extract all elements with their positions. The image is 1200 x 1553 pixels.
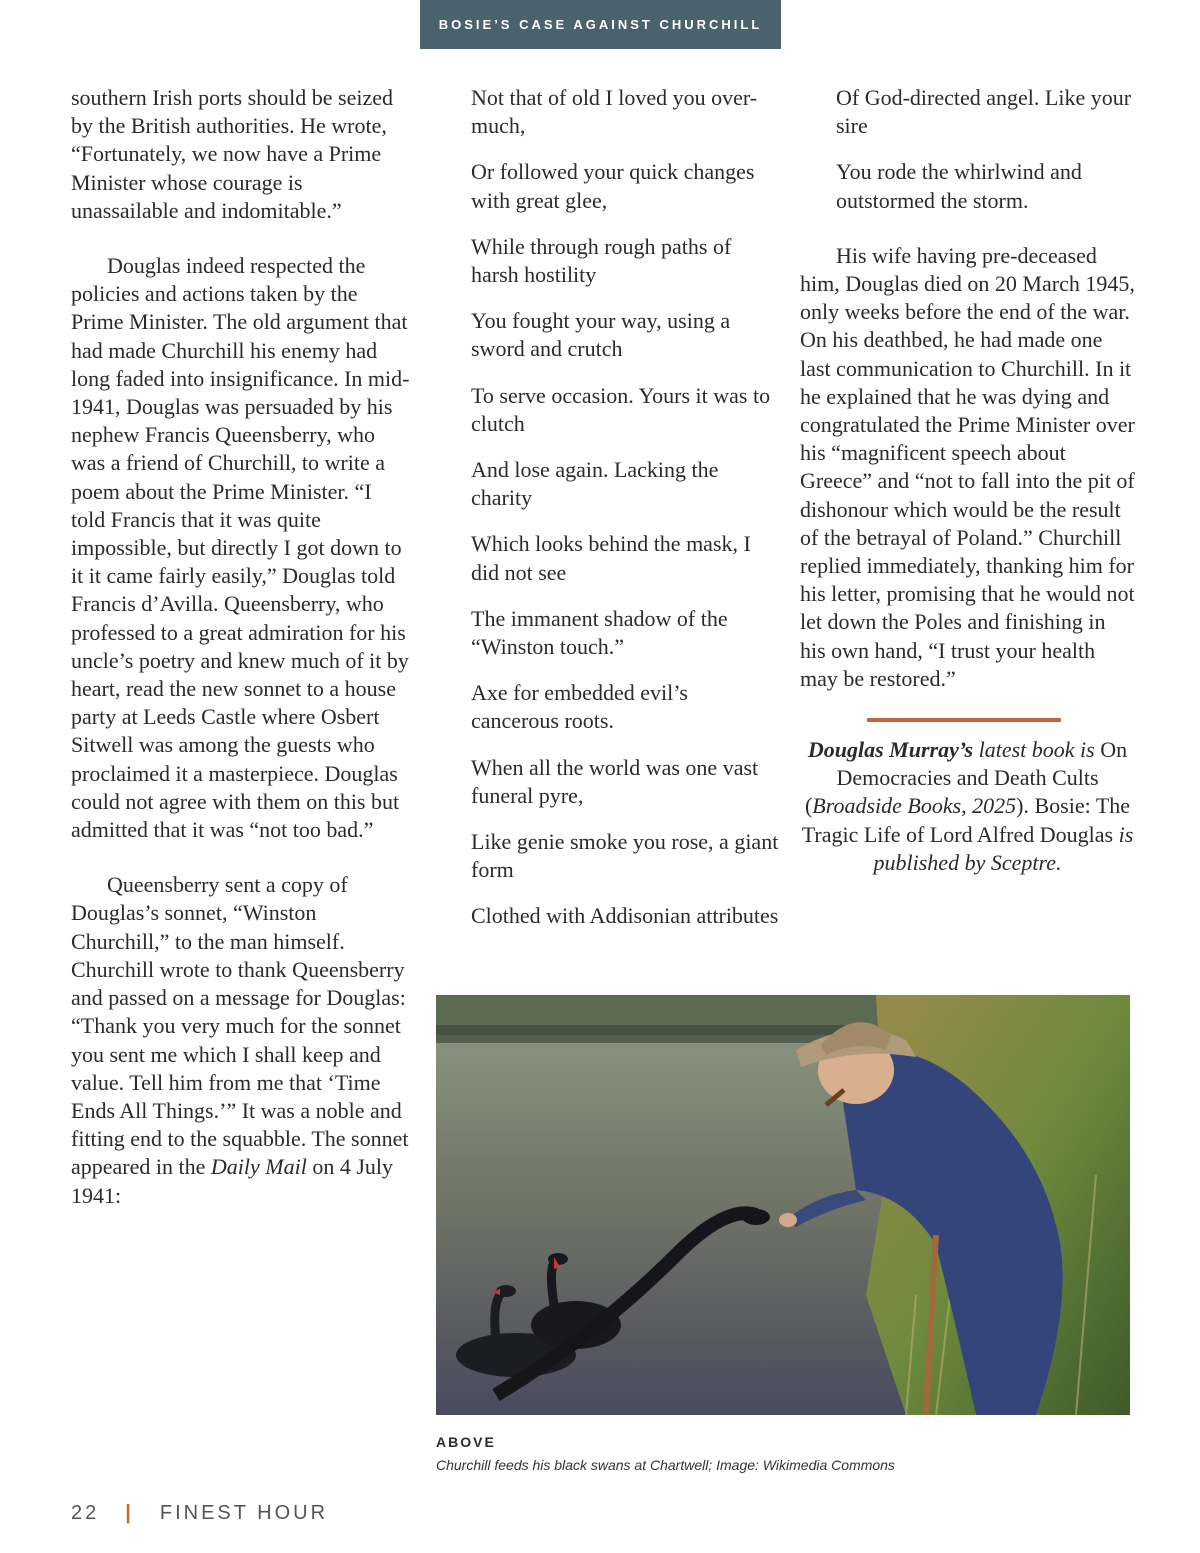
body-paragraph-2: Douglas indeed respected the policies and actions taken by the Prime Minister. The old argument that had made Churchill his enemy had long faded into insignificance. In mid-1941, Douglas was persuaded by his nephew Francis Queensberry, who was a friend of Churchill, to write a poem about the Prime Minister. “I told Francis that it was quite impossible, but directly I got down to it it came fairly easily,” Douglas told Francis d’Avilla. Queensberry, who professed to a great admiration for his uncle’s poetry and knew much of it by heart, read the new sonnet to a house party at Leeds Castle where Osbert Sitwell was among the guests who proclaimed it a masterpiece. Douglas could not agree with them on this but admitted that it was “not too bad.”	[71, 253, 410, 843]
poem-line: You fought your way, using a sword and crutch	[471, 308, 731, 362]
bio-text: (	[804, 793, 813, 819]
poem-line: You rode the whirlwind and outstormed the storm.	[836, 159, 1082, 213]
poem-line: Which looks behind the mask, I did not see	[471, 531, 751, 585]
bio-book-title: On Democracies and Death Cults	[836, 737, 1128, 791]
running-header: BOSIE’S CASE AGAINST CHURCHILL	[420, 0, 781, 49]
poem-line: While through rough paths of harsh hostility	[471, 233, 732, 288]
poem-line: Of God-directed angel. Like your sire	[836, 85, 1132, 139]
footer-separator: |	[125, 1501, 134, 1524]
right-column	[800, 84, 1135, 877]
divider-rule	[867, 718, 1061, 722]
page-footer	[71, 1500, 328, 1526]
author-bio	[800, 736, 1135, 877]
body-paragraph-3	[71, 871, 411, 1209]
paragraph-text: on 4 July 1941:	[71, 1154, 393, 1208]
poem-line: Axe for embedded evil’s cancerous roots.	[471, 680, 688, 734]
poem-line: Not that of old I loved you over-much,	[471, 85, 758, 139]
bio-text: latest book is	[973, 737, 1101, 763]
churchill-swans-photo	[436, 995, 1130, 1415]
bio-author: Douglas Murray’s	[807, 737, 974, 763]
bio-text: ).	[1016, 793, 1035, 819]
poem-line: And lose again. Lacking the charity	[471, 457, 719, 511]
publication-name: FINEST HOUR	[159, 1501, 329, 1524]
caption-label: ABOVE	[436, 1434, 496, 1450]
poem-line: Or followed your quick changes with great glee,	[471, 159, 755, 213]
page-number: 22	[71, 1501, 100, 1524]
bio-text: is published by Sceptre.	[873, 821, 1134, 875]
bio-publisher: Broadside Books, 2025	[812, 793, 1017, 819]
body-paragraph-1: southern Irish ports should be seized by the British authorities. He wrote, “Fortunately, we now have a Prime Minister whose courage is unassailable and indomitable.”	[71, 85, 393, 223]
poem-line: The immanent shadow of the “Winston touch.”	[471, 605, 728, 660]
poem-line: To serve occasion. Yours it was to clutch	[471, 382, 771, 436]
poem-column	[471, 84, 781, 949]
paragraph-text: Queensberry sent a copy of Douglas’s sonnet, “Winston Churchill,” to the man himself. Churchill wrote to thank Queensberry and passed on a message for Douglas: “Thank you very much for the sonnet you sent me which I shall keep and value. Tell him from me that ‘Time Ends All Things.’” It was a noble and fitting end to the squabble. The sonnet appeared in the	[71, 872, 409, 1180]
left-column	[71, 84, 411, 1237]
newspaper-title: Daily Mail	[210, 1154, 307, 1180]
photo-caption: Churchill feeds his black swans at Chartwell; Image: Wikimedia Commons	[436, 1457, 895, 1473]
body-paragraph-4: His wife having pre-deceased him, Douglas died on 20 March 1945, only weeks before the end of the war. On his deathbed, he had made one last communication to Churchill. In it he explained that he was dying and congratulated the Prime Minister over his “magnificent speech about Greece” and “not to fall into the pit of dishonour which would be the result of the betrayal of Poland.” Churchill replied immediately, thanking him for his letter, promising that he would not let down the Poles and finishing in his own hand, “I trust your health may be restored.”	[800, 242, 1135, 691]
poem-line: Like genie smoke you rose, a giant form	[471, 829, 779, 883]
bio-book-title: Bosie: The Tragic Life of Lord Alfred Douglas	[801, 793, 1131, 847]
poem-line: Clothed with Addisonian attributes	[471, 903, 779, 929]
poem-line: When all the world was one vast funeral pyre,	[471, 754, 759, 808]
